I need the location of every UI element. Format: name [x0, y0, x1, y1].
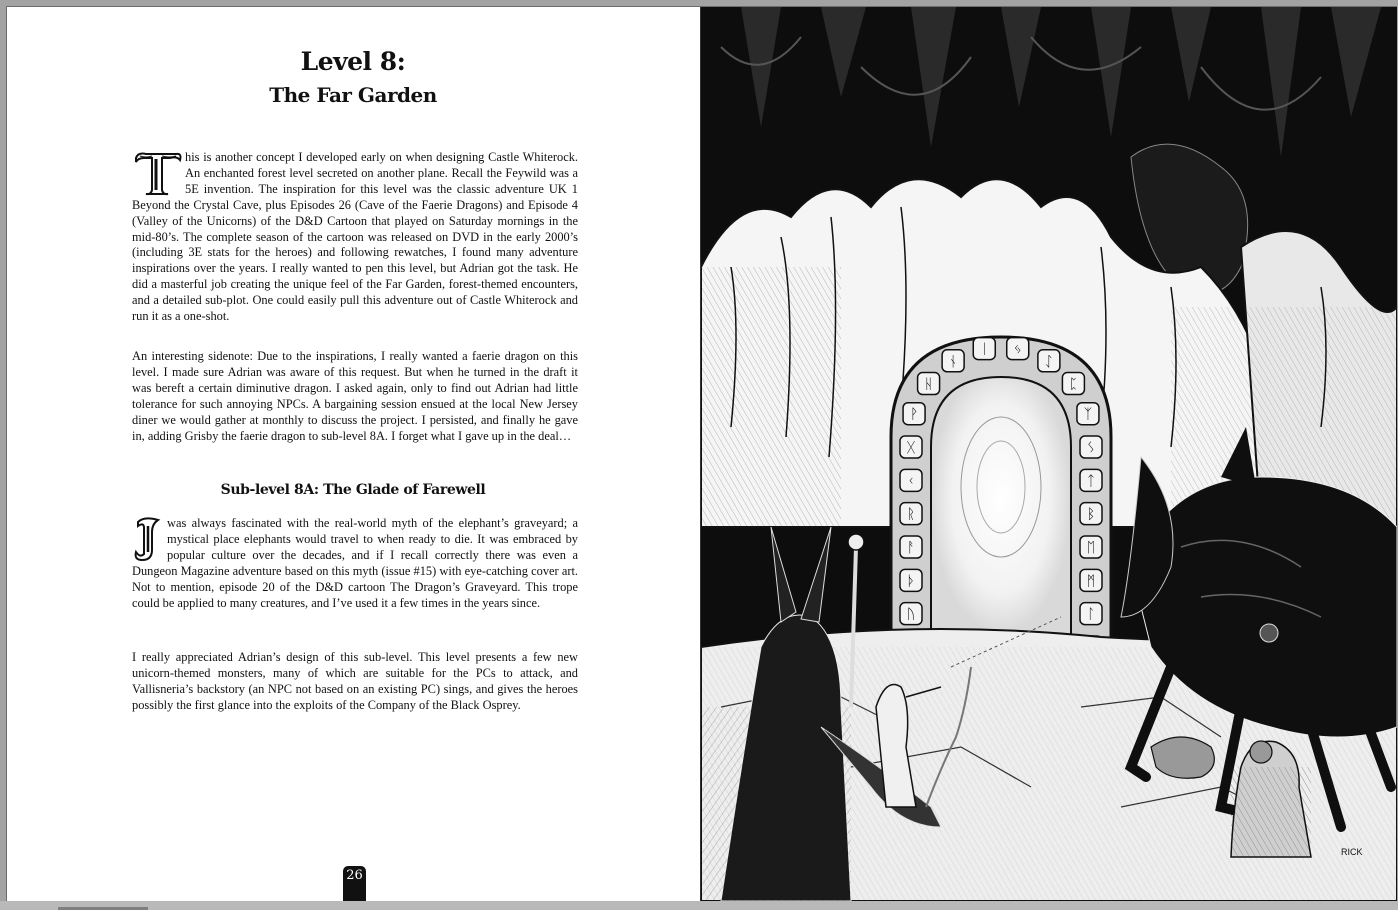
rune-glyph: ᛈ	[1069, 376, 1078, 393]
page-title: Level 8:	[300, 47, 406, 76]
section-heading: Sub-level 8A: The Glade of Farewell	[220, 482, 486, 498]
portal-archway	[891, 337, 1111, 658]
rune-glyph: ᚦ	[906, 573, 916, 590]
rune-glyph: ᛇ	[1044, 353, 1054, 370]
rune-glyph: ᛊ	[1086, 440, 1096, 456]
drop-cap-i	[132, 516, 164, 563]
rune-glyph: ᛚ	[1086, 606, 1096, 623]
rune-glyph: ᚢ	[906, 606, 916, 623]
book-spread	[7, 7, 1396, 901]
rune-glyph: ᚾ	[948, 353, 958, 370]
cave-illustration	[701, 7, 1397, 901]
paragraph-sublevel	[132, 516, 578, 611]
rune-glyph: ᚱ	[906, 506, 916, 523]
rune-glyph: ᚷ	[906, 440, 916, 456]
rune-glyph: ᛖ	[1086, 540, 1096, 556]
paragraph-sublevel-text: was always fascinated with the real-world myth of the elephant’s graveyard; a mystical place elephants would travel to when ready to die. It was embraced by popular culture over the decades, and if I recall correctly there was even a Dungeon Magazine adventure based on this myth (issue #15) with eye-catching cover art. Not to mention, episode 20 of the D&D cartoon The Dragon’s Graveyard. This trope could be applied to many creatures, and I’ve used it a few times in the years since.	[132, 516, 578, 610]
artist-signature: RICK	[1341, 847, 1363, 857]
rune-glyph: ᚨ	[906, 540, 916, 556]
viewer-scroll-strip	[0, 901, 1398, 910]
rune-glyph: ᛗ	[1086, 573, 1096, 590]
paragraph-intro	[132, 150, 578, 325]
page-subtitle: The Far Garden	[269, 83, 437, 107]
rune-glyph: ᛃ	[1013, 341, 1022, 358]
rune-glyph: ᚹ	[909, 406, 919, 423]
paragraph-sidenote: An interesting sidenote: Due to the inspirations, I really wanted a faerie dragon on this level. I made sure Adrian was aware of this request. But when he turned in the draft it was bereft a certain diminutive dragon. I asked again, only to find out Adrian had little tolerance for such annoying NPCs. A bargaining session ensued at the local New Jersey diner we would gather at monthly to discuss the project. I persisted, and finally he gave in, adding Grisby the faerie dragon to sub-level 8A. I forget what I gave up in the deal…	[132, 349, 578, 443]
page-number-tab: 26	[343, 866, 366, 901]
rune-glyph: ᛏ	[1086, 473, 1096, 490]
right-page-illustration	[700, 7, 1397, 901]
rune-glyph: ᛁ	[980, 341, 989, 358]
paragraph-intro-text: his is another concept I developed early on when designing Castle Whiterock. An enchanted forest level secreted on another plane. Recall the Feywild was a 5E invention. The inspiration for this level was the classic adventure UK 1 Beyond the Crystal Cave, plus Episodes 26 (Cave of the Faerie Dragons) and Episode 4 (Valley of the Unicorns) of the D&D Cartoon that played on Saturday mornings in the mid-80’s. The complete season of the cartoon was released on DVD in the early 2000’s (including 3E stats for the heroes) and following rewatches, I found many adventure inspirations over the years. I really wanted to pen this level, but Adrian got the task. He did a masterful job creating the unique feel of the Far Garden, forest-themed encounters, and a detailed sub-plot. One could easily pull this adventure out of Castle Whiterock and run it as a one-shot.	[132, 150, 578, 324]
rune-glyph: ᚺ	[924, 376, 933, 393]
rune-glyph: ᛒ	[1086, 506, 1096, 523]
rune-glyph: ᚲ	[906, 473, 916, 490]
left-page	[7, 7, 699, 901]
rune-glyph: ᛉ	[1083, 406, 1093, 423]
paragraph-design: I really appreciated Adrian’s design of this sub-level. This level presents a few new unicorn-themed monsters, many of which are suitable for the PCs to attack, and Vallisneria’s backstory (an NPC not based on an existing PC) sings, and gives the heroes possibly the first glance into the exploits of the Company of the Black Osprey.	[132, 650, 578, 712]
drop-cap-t	[132, 150, 182, 197]
